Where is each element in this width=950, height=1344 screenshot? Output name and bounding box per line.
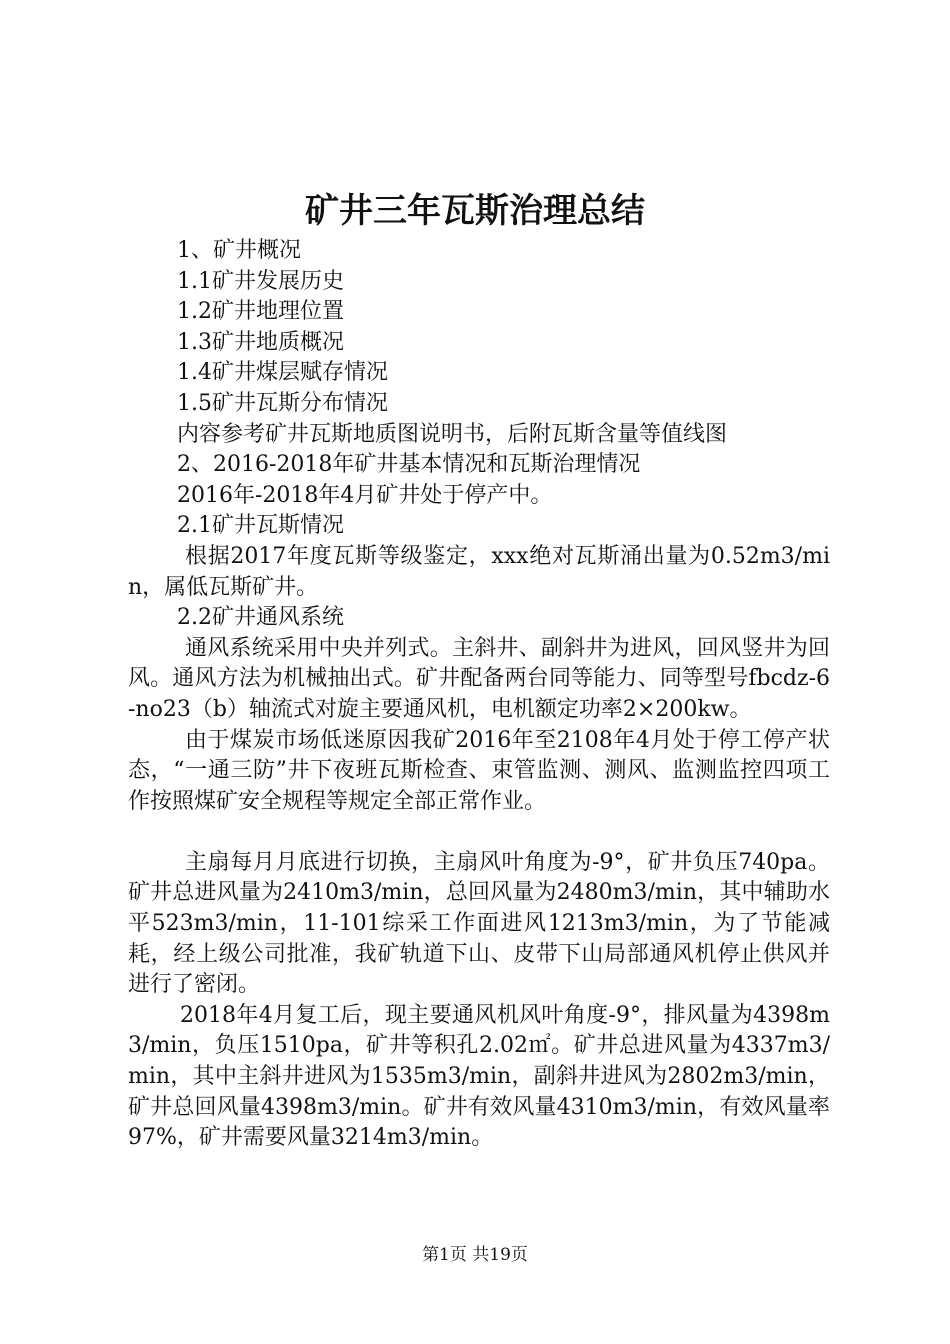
document-body	[128, 236, 830, 1154]
heading-gas-distribution: 1.5矿井瓦斯分布情况	[177, 390, 388, 416]
heading-mine-history: 1.1矿井发展历史	[177, 268, 344, 294]
heading-ventilation-system: 2.2矿井通风系统	[177, 605, 344, 631]
paragraph-gas-rating: 根据2017年度瓦斯等级鉴定，xxx绝对瓦斯涌出量为0.52m3/min，属低瓦斯矿井。	[128, 543, 830, 600]
paragraph-main-fan: 主扇每月月底进行切换，主扇风叶角度为-9°，矿井负压740pa。矿井总进风量为2410m3/min，总回风量为2480m3/min，其中辅助水平523m3/min，11-101综采工作面进风1213m3/min，为了节能减耗，经上级公司批准，我矿轨道下山、皮带下山局部通风机停止供风并进行了密闭。	[128, 849, 830, 998]
heading-mine-overview: 1、矿井概况	[177, 238, 301, 263]
blank-line	[128, 817, 830, 848]
text-reference-note: 内容参考矿井瓦斯地质图说明书，后附瓦斯含量等值线图	[177, 421, 728, 447]
text-production-status: 2016年-2018年4月矿井处于停产中。	[177, 482, 553, 508]
heading-mine-location: 1.2矿井地理位置	[177, 299, 344, 325]
page-footer: 第1页 共19页	[422, 1245, 528, 1265]
heading-gas-situation: 2.1矿井瓦斯情况	[177, 513, 344, 539]
document-title: 矿井三年瓦斯治理总结	[305, 191, 645, 231]
heading-section-2: 2、2016-2018年矿井基本情况和瓦斯治理情况	[177, 452, 641, 478]
paragraph-shutdown: 由于煤炭市场低迷原因我矿2016年至2108年4月处于停工停产状态，“一通三防”井下夜班瓦斯检查、束管监测、测风、监测监控四项工作按照煤矿安全规程等规定全部正常作业。	[128, 727, 830, 814]
paragraph-ventilation: 通风系统采用中央并列式。主斜井、副斜井为进风，回风竖井为回风。通风方法为机械抽出式。矿井配备两台同等能力、同等型号fbcdz-6-no23（b）轴流式对旋主要通风机，电机额定功率2×200kw。	[128, 635, 830, 722]
heading-coal-seam: 1.4矿井煤层赋存情况	[177, 360, 388, 386]
heading-mine-geology: 1.3矿井地质概况	[177, 329, 344, 355]
paragraph-resumption: 2018年4月复工后，现主要通风机风叶角度-9°，排风量为4398m3/min，负压1510pa，矿井等积孔2.02㎡。矿井总进风量为4337m3/min，其中主斜井进风为1535m3/min，副斜井进风为2802m3/min，矿井总回风量4398m3/min。矿井有效风量4310m3/min，有效风量率97%，矿井需要风量3214m3/min。	[128, 1002, 830, 1151]
